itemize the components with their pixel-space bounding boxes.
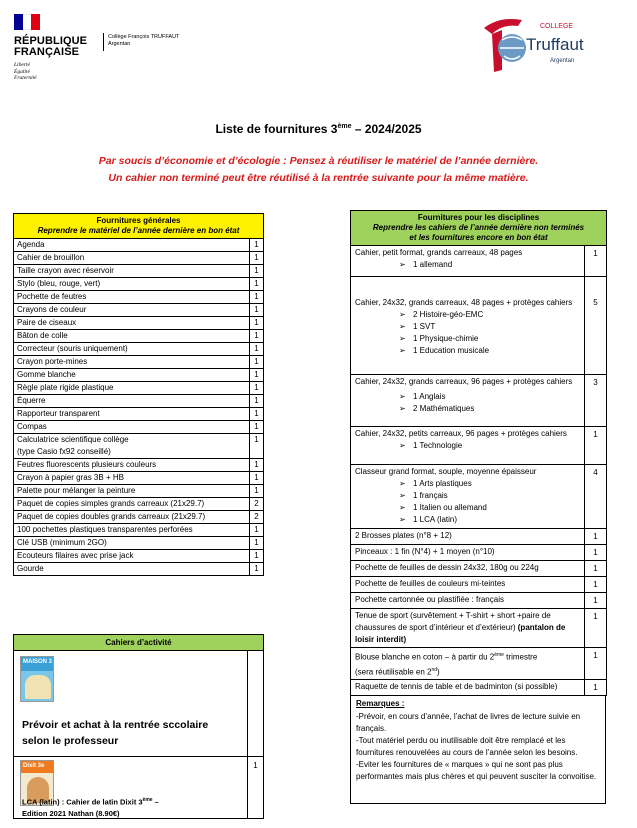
item-cell: Tenue de sport (survêtement + T-shirt + short +paire de chaussures de sport d’intérieur et d’extérieur) (pantalon de loisir interdit) <box>351 609 585 648</box>
item-cell: Pochette de feuilles de dessin 24x32, 180g ou 224g <box>351 561 585 577</box>
activity-row-2 <box>14 757 248 819</box>
table-row <box>14 408 264 421</box>
item-cell: Paire de ciseaux <box>14 317 250 330</box>
table-row <box>14 472 264 485</box>
qty-cell: 1 <box>585 648 607 680</box>
table-row <box>351 648 607 680</box>
table-row <box>14 757 264 819</box>
table-row <box>14 524 264 537</box>
item-cell: Ecouteurs filaires avec prise jack <box>14 550 250 563</box>
table-row <box>14 485 264 498</box>
remarks-title: Remarques : <box>356 699 405 708</box>
activity-row-2-text: LCA (latin) : Cahier de latin Dixit 3ème – Edition 2021 Nathan (8.90€) <box>22 797 159 818</box>
qty-cell: 1 <box>250 563 264 576</box>
item-cell: 2 Brosses plates (n°8 + 12) <box>351 529 585 545</box>
qty-cell: 1 <box>250 317 264 330</box>
discipline-supplies-subheading-1: Reprendre les cahiers de l’année dernière non terminés <box>372 223 585 232</box>
qty-cell: 1 <box>585 246 607 277</box>
college-name: Collège François TRUFFAUT Argentan <box>108 34 180 47</box>
qty-cell: 1 <box>250 265 264 278</box>
qty-cell: 4 <box>585 465 607 529</box>
item-cell: Pochette de feuilles de couleurs mi-teintes <box>351 577 585 593</box>
table-row <box>14 382 264 395</box>
item-cell: Stylo (bleu, rouge, vert) <box>14 278 250 291</box>
qty-cell: 1 <box>250 343 264 356</box>
item-cell: 100 pochettes plastiques transparentes perforées <box>14 524 250 537</box>
table-row <box>14 291 264 304</box>
general-supplies-subheading: Reprendre le matériel de l’année dernière en bon état <box>37 226 240 235</box>
activity-row-1-text: Prévoir et achat à la rentrée sccolaire selon le professeur <box>22 719 209 747</box>
table-row <box>14 317 264 330</box>
college-truffaut-logo <box>478 14 598 78</box>
table-row <box>14 343 264 356</box>
table-row <box>351 680 607 696</box>
header-divider <box>103 33 104 51</box>
qty-cell: 1 <box>250 408 264 421</box>
table-row <box>351 561 607 577</box>
table-row <box>14 537 264 550</box>
item-cell: Palette pour mélanger la peinture <box>14 485 250 498</box>
qty-cell: 1 <box>250 550 264 563</box>
item-cell: Calculatrice scientifique collège (type Casio fx92 conseillé) <box>14 434 250 459</box>
discipline-supplies-heading: Fournitures pour les disciplines <box>417 213 540 222</box>
table-row <box>351 609 607 648</box>
table-row <box>14 369 264 382</box>
remark-item: -Tout matériel perdu ou inutilisable doit être remplacé et les fournitures renouvelées au cours de l’année selon les besoins. <box>356 736 578 757</box>
item-cell: Compas <box>14 421 250 434</box>
item-cell: Gourde <box>14 563 250 576</box>
qty-cell: 1 <box>250 304 264 317</box>
item-cell: Correcteur (souris uniquement) <box>14 343 250 356</box>
qty-cell: 1 <box>250 421 264 434</box>
qty-cell: 1 <box>250 434 264 459</box>
table-row <box>351 529 607 545</box>
qty-cell: 1 <box>250 239 264 252</box>
logo-top-text: COLLEGE <box>540 23 574 30</box>
item-cell: Crayon à papier gras 3B + HB <box>14 472 250 485</box>
qty-cell: 1 <box>585 427 607 465</box>
item-cell: Bâton de colle <box>14 330 250 343</box>
table-row <box>14 304 264 317</box>
french-flag-icon <box>14 14 40 30</box>
table-row <box>14 459 264 472</box>
qty-cell: 1 <box>250 252 264 265</box>
table-row <box>351 577 607 593</box>
qty-cell: 1 <box>585 593 607 609</box>
item-cell: Clé USB (minimum 2GO) <box>14 537 250 550</box>
item-cell: Taille crayon avec réservoir <box>14 265 250 278</box>
remark-item: -Prévoir, en cours d’année, l’achat de livres de lecture suivie en français. <box>356 712 581 733</box>
ecology-note: Par soucis d’économie et d’écologie : Pensez à réutiliser le matériel de l’année dernière. Un cahier non terminé peut être réutilisé à la rentrée suivante pour la même matière. <box>98 155 539 184</box>
qty-cell: 1 <box>250 330 264 343</box>
item-cell: Pinceaux : 1 fin (N°4) + 1 moyen (n°10) <box>351 545 585 561</box>
table-row <box>14 239 264 252</box>
qty-cell: 2 <box>250 498 264 511</box>
table-row: Cahier, petit format, grands carreaux, 48 pages ➢ 1 allemand 1 <box>351 246 607 277</box>
table-row <box>14 278 264 291</box>
qty-cell: 1 <box>250 472 264 485</box>
qty-cell: 3 <box>585 375 607 427</box>
table-row: Classeur grand format, souple, moyenne épaisseur ➢ 1 Arts plastiques ➢ 1 français ➢ 1 Italien ou allemand ➢ 1 LCA (latin) 4 <box>351 465 607 529</box>
item-cell: Raquette de tennis de table et de badminton (si possible) <box>351 680 585 696</box>
table-row <box>14 550 264 563</box>
item-cell: Cahier de brouillon <box>14 252 250 265</box>
qty-cell: 1 <box>250 278 264 291</box>
qty-cell: 1 <box>585 529 607 545</box>
qty-cell: 1 <box>250 524 264 537</box>
remarks-box <box>350 696 606 804</box>
item-cell: Blouse blanche en coton – à partir du 2ème trimestre (sera réutilisable en 2nd) <box>351 648 585 680</box>
qty-cell: 1 <box>250 356 264 369</box>
qty-cell: 1 <box>585 609 607 648</box>
qty-cell: 2 <box>250 511 264 524</box>
table-row <box>14 252 264 265</box>
qty-cell: 5 <box>585 277 607 375</box>
item-cell: Pochette cartonnée ou plastifiée : français <box>351 593 585 609</box>
qty-cell: 1 <box>250 485 264 498</box>
item-cell: Règle plate rigide plastique <box>14 382 250 395</box>
item-cell: Paquet de copies simples grands carreaux (21x29.7) <box>14 498 250 511</box>
item-cell: Pochette de feutres <box>14 291 250 304</box>
qty-cell: 1 <box>585 680 607 696</box>
qty-cell: 1 <box>250 395 264 408</box>
republic-motto: Liberté Égalité Fraternité <box>14 62 37 81</box>
item-cell: Agenda <box>14 239 250 252</box>
table-row <box>14 356 264 369</box>
table-row <box>14 511 264 524</box>
discipline-supplies-header <box>351 211 607 246</box>
qty-cell: 1 <box>250 291 264 304</box>
table-row <box>14 395 264 408</box>
qty-cell: 1 <box>250 459 264 472</box>
activity-books-table <box>13 634 264 819</box>
discipline-supplies-table <box>350 210 607 696</box>
document-title: Liste de fournitures 3ème – 2024/2025 <box>215 122 422 136</box>
discipline-supplies-subheading-2: et les fournitures encore en bon état <box>409 233 548 242</box>
qty-cell: 1 <box>250 537 264 550</box>
qty-cell: 1 <box>585 577 607 593</box>
workbook-cover-image: MAISON 3 <box>20 656 54 702</box>
qty-cell: 1 <box>250 369 264 382</box>
item-cell: Rapporteur transparent <box>14 408 250 421</box>
qty-cell: 1 <box>248 757 264 819</box>
logo-name-text: Truffaut <box>526 35 584 54</box>
item-cell: Feutres fluorescents plusieurs couleurs <box>14 459 250 472</box>
logo-town-text: Argentan <box>550 58 575 64</box>
item-cell: Paquet de copies doubles grands carreaux (21x29.7) <box>14 511 250 524</box>
item-cell: Crayon porte-mines <box>14 356 250 369</box>
item-cell: Crayons de couleur <box>14 304 250 317</box>
remark-item: -Eviter les fournitures de « marques » qui ne sont pas plus performantes mais plus chères et qui peuvent susciter la convoitise. <box>356 760 597 781</box>
table-row <box>351 593 607 609</box>
table-row <box>14 498 264 511</box>
qty-cell: 1 <box>585 545 607 561</box>
item-cell: Gomme blanche <box>14 369 250 382</box>
table-row <box>14 265 264 278</box>
table-row <box>14 421 264 434</box>
general-supplies-table <box>13 213 264 576</box>
table-row <box>14 651 264 757</box>
general-supplies-header <box>14 214 264 239</box>
latin-workbook-cover-image: Dixit 3e <box>20 760 54 806</box>
republique-francaise-title: RÉPUBLIQUE FRANÇAISE <box>14 35 88 58</box>
table-row: Cahier, 24x32, grands carreaux, 48 pages + protèges cahiers ➢ 2 Histoire-géo-EMC ➢ 1 SVT ➢ 1 Physique-chimie ➢ 1 Education musicale 5 <box>351 277 607 375</box>
table-row <box>351 545 607 561</box>
republique-francaise-block <box>14 14 110 88</box>
qty-cell <box>248 651 264 757</box>
table-row: Cahier, 24x32, petits carreaux, 96 pages + protèges cahiers ➢ 1 Technologie 1 <box>351 427 607 465</box>
table-row <box>14 330 264 343</box>
table-row <box>14 563 264 576</box>
activity-books-heading: Cahiers d’activité <box>14 635 264 651</box>
general-supplies-heading: Fournitures générales <box>96 216 181 225</box>
table-row: Cahier, 24x32, grands carreaux, 96 pages + protèges cahiers ➢ 1 Anglais ➢ 2 Mathématiques 3 <box>351 375 607 427</box>
item-cell: Équerre <box>14 395 250 408</box>
table-row <box>14 434 264 459</box>
activity-row-1 <box>14 651 248 757</box>
qty-cell: 1 <box>250 382 264 395</box>
qty-cell: 1 <box>585 561 607 577</box>
